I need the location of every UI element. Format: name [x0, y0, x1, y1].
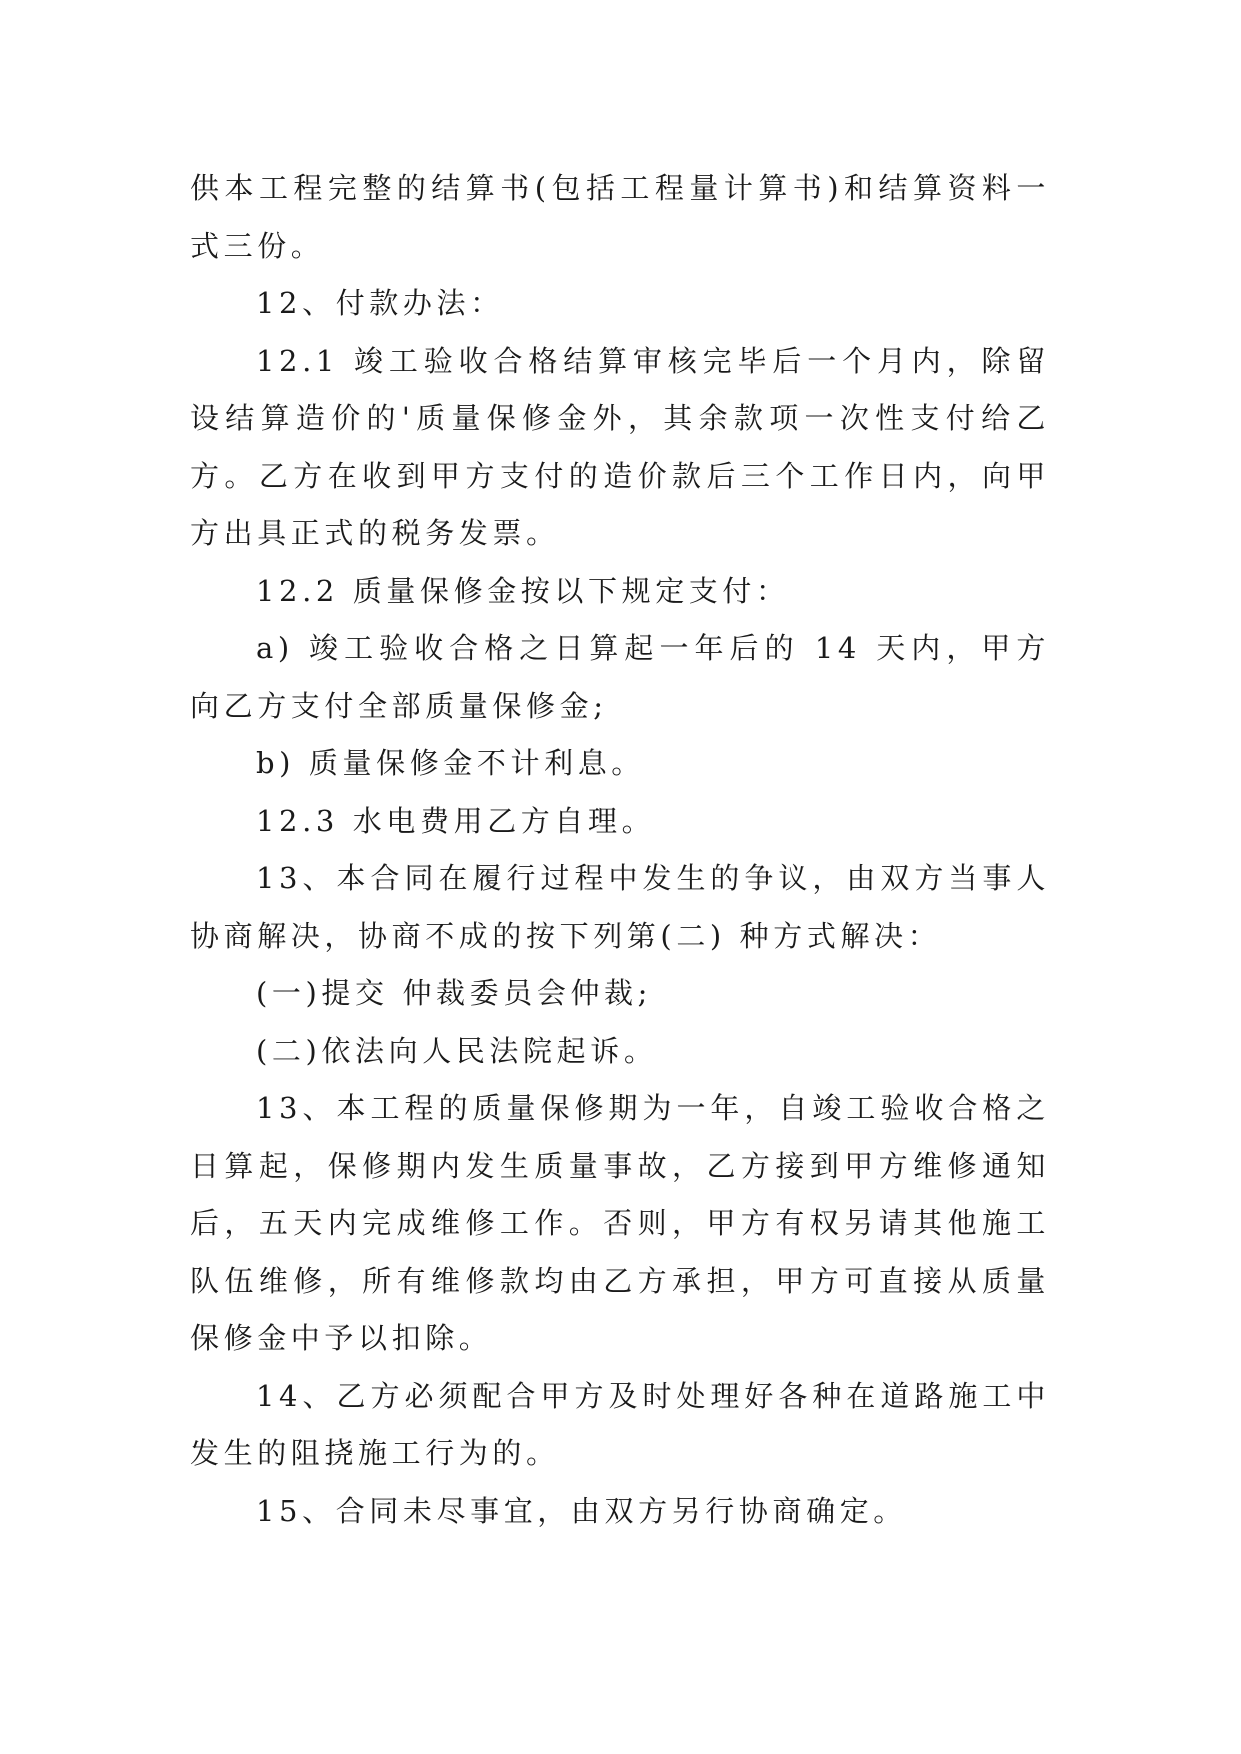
paragraph-payment-12-3: 12.3 水电费用乙方自理。 [256, 803, 656, 838]
paragraph-warranty-period: 13、本工程的质量保修期为一年，自竣工验收合格之日算起，保修期内发生质量事故，乙方接到甲方维修通知后，五天内完成维修工作。否则，甲方有权另请其他施工队伍维修，所有维修款均由乙方承担，甲方可直接从质量保修金中予以扣除。 [190, 1091, 1050, 1355]
paragraph-option-arbitration: (一)提交 仲裁委员会仲裁; [256, 976, 653, 1010]
paragraph-unresolved-matters: 15、合同未尽事宜，由双方另行协商确定。 [256, 1493, 907, 1528]
paragraph-payment-method-heading: 12、付款办法： [256, 286, 504, 320]
document-body [190, 160, 1050, 1540]
paragraph-payment-12-1: 12.1 竣工验收合格结算审核完毕后一个月内，除留设结算造价的'质量保修金外，其余款项一次性支付给乙方。乙方在收到甲方支付的造价款后三个工作日内，向甲方出具正式的税务发票。 [190, 343, 1050, 550]
paragraph-dispute-resolution: 13、本合同在履行过程中发生的争议，由双方当事人协商解决，协商不成的按下列第(二) 种方式解决： [190, 861, 1050, 953]
paragraph-payment-12-2: 12.2 质量保修金按以下规定支付： [256, 573, 790, 608]
paragraph-settlement-docs: 供本工程完整的结算书(包括工程量计算书)和结算资料一式三份。 [190, 171, 1050, 263]
paragraph-item-a: a) 竣工验收合格之日算起一年后的 14 天内，甲方向乙方支付全部质量保修金; [190, 631, 1050, 723]
paragraph-option-lawsuit: (二)依法向人民法院起诉。 [256, 1033, 658, 1068]
paragraph-cooperation: 14、乙方必须配合甲方及时处理好各种在道路施工中发生的阻挠施工行为的。 [190, 1378, 1050, 1470]
paragraph-item-b: b) 质量保修金不计利息。 [256, 746, 645, 780]
